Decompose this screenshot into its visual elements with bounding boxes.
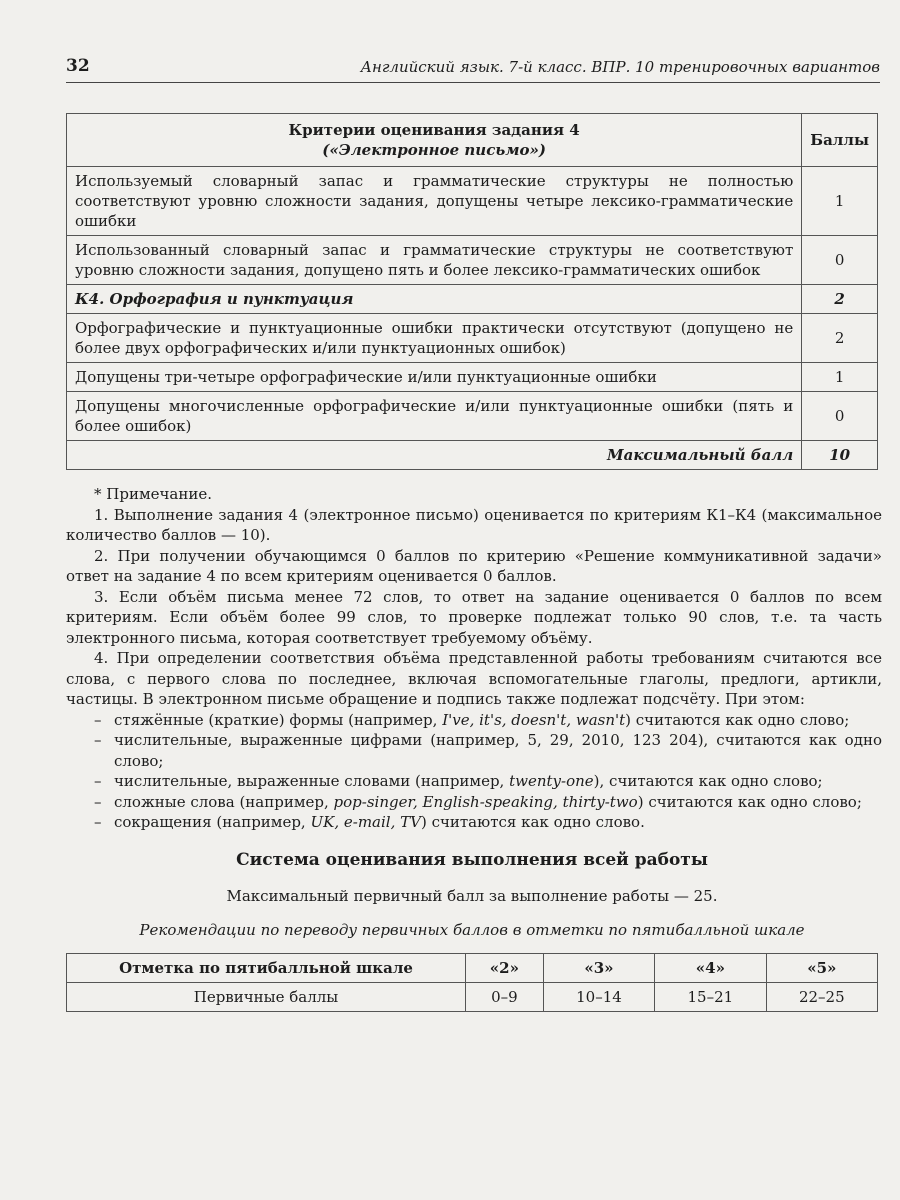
word-count-rules bbox=[66, 710, 882, 833]
section-points-k4: 2 bbox=[802, 285, 878, 314]
table-row bbox=[67, 314, 878, 363]
criterion-text: Допущены три-четыре орфографические и/или пунктуационные ошибки bbox=[67, 363, 802, 392]
range-grade-4: 15–21 bbox=[655, 983, 766, 1012]
running-title: Английский язык. 7-й класс. ВПР. 10 тренировочных вариантов bbox=[360, 58, 880, 76]
note-4: 4. При определении соответствия объёма представленной работы требованиям считаются все слова, с первого слова по последнее, включая вспомогательные глаголы, предлоги, артикли, частицы. В электронном письме обращение и подпись также подлежат подсчёту. При этом: bbox=[66, 649, 882, 708]
criteria-subtitle: («Электронное письмо») bbox=[322, 141, 546, 159]
list-item: – стяжённые (краткие) формы (например, I've, it's, doesn't, wasn't) считаются как одно слово; bbox=[94, 710, 850, 729]
note-2: 2. При получении обучающимся 0 баллов по критерию «Решение коммуникативной задачи» ответ на задание 4 по всем критериям оценивается 0 баллов. bbox=[66, 546, 882, 585]
criterion-text: Использованный словарный запас и грамматические структуры не соответствуют уровню сложности задания, допущено пять и более лексико-грамматических ошибок bbox=[67, 236, 802, 285]
criteria-header-cell bbox=[67, 114, 802, 167]
range-grade-3: 10–14 bbox=[543, 983, 654, 1012]
notes-title: * Примечание. bbox=[94, 485, 212, 503]
criteria-title: Критерии оценивания задания 4 bbox=[288, 121, 580, 139]
section-title-k4: К4. Орфография и пунктуация bbox=[67, 285, 802, 314]
system-title: Система оценивания выполнения всей работы bbox=[236, 850, 708, 870]
scores-row bbox=[67, 983, 878, 1012]
max-score-row bbox=[67, 441, 878, 470]
points-header: Баллы bbox=[802, 114, 878, 167]
max-score-value: 10 bbox=[802, 441, 878, 470]
notes bbox=[66, 484, 882, 833]
note-1: 1. Выполнение задания 4 (электронное письмо) оценивается по критериям К1–К4 (максимальное количество баллов — 10). bbox=[66, 505, 882, 544]
table-row bbox=[67, 236, 878, 285]
grade-3: «3» bbox=[543, 954, 654, 983]
grade-scale-label: Отметка по пятибалльной шкале bbox=[67, 954, 466, 983]
list-item: – сложные слова (например, pop-singer, English-speaking, thirty-two) считаются как одно слово; bbox=[94, 792, 862, 811]
conversion-recommendation: Рекомендации по переводу первичных баллов в отметки по пятибалльной шкале bbox=[139, 921, 805, 939]
criterion-text: Допущены многочисленные орфографические и/или пунктуационные ошибки (пять и более ошибок) bbox=[67, 392, 802, 441]
list-item: – числительные, выраженные цифрами (например, 5, 29, 2010, 123 204), считаются как одно слово; bbox=[94, 731, 882, 770]
criterion-text: Орфографические и пунктуационные ошибки практически отсутствуют (допущено не более двух орфографических и/или пунктуационных ошибок) bbox=[67, 314, 802, 363]
criteria-header-row bbox=[67, 114, 878, 167]
grade-2: «2» bbox=[466, 954, 544, 983]
criterion-points: 0 bbox=[802, 392, 878, 441]
grades-row bbox=[67, 954, 878, 983]
range-grade-5: 22–25 bbox=[766, 983, 877, 1012]
criterion-text: Используемый словарный запас и грамматические структуры не полностью соответствуют уровню сложности задания, допущены четыре лексико-грамматические ошибки bbox=[67, 167, 802, 236]
grade-5: «5» bbox=[766, 954, 877, 983]
primary-scores-label: Первичные баллы bbox=[67, 983, 466, 1012]
table-row bbox=[67, 363, 878, 392]
criterion-points: 2 bbox=[802, 314, 878, 363]
max-primary-score: Максимальный первичный балл за выполнение работы — 25. bbox=[226, 887, 718, 905]
table-row bbox=[67, 392, 878, 441]
range-grade-2: 0–9 bbox=[466, 983, 544, 1012]
table-row bbox=[67, 167, 878, 236]
grade-4: «4» bbox=[655, 954, 766, 983]
criterion-points: 0 bbox=[802, 236, 878, 285]
criterion-points: 1 bbox=[802, 167, 878, 236]
grades-table bbox=[66, 953, 878, 1012]
criteria-table bbox=[66, 113, 878, 470]
max-score-label: Максимальный балл bbox=[67, 441, 802, 470]
page-number: 32 bbox=[66, 56, 90, 76]
section-row-k4 bbox=[67, 285, 878, 314]
criterion-points: 1 bbox=[802, 363, 878, 392]
list-item: – сокращения (например, UK, e-mail, TV) считаются как одно слово. bbox=[94, 813, 645, 831]
note-3: 3. Если объём письма менее 72 слов, то ответ на задание оценивается 0 баллов по всем критериям. Если объём более 99 слов, то проверке подлежат только 90 слов, т.е. та часть электронного письма, которая соответствует требуемому объёму. bbox=[66, 587, 882, 647]
list-item: – числительные, выраженные словами (например, twenty-one), считаются как одно слово; bbox=[94, 772, 823, 790]
page-header bbox=[66, 56, 880, 83]
